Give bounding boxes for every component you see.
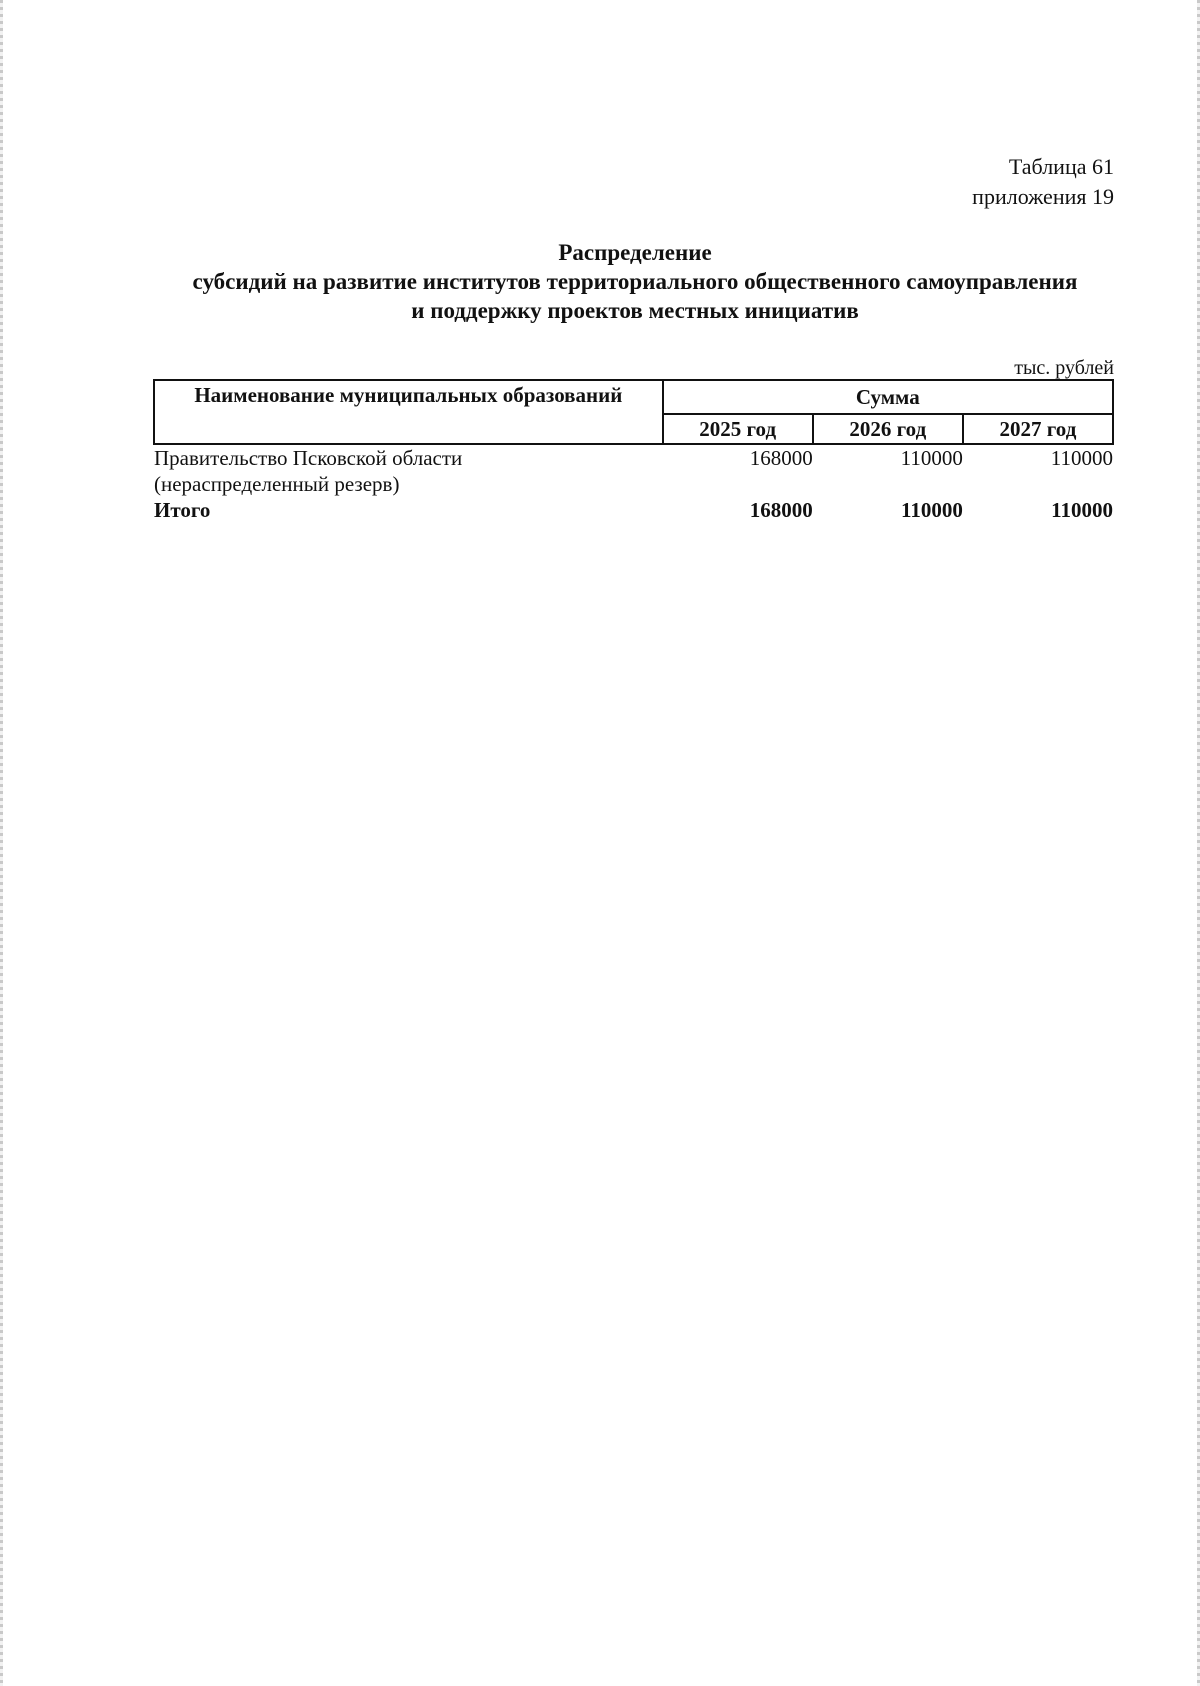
row-name-cell <box>154 444 663 497</box>
total-label: Итого <box>154 498 211 522</box>
table-total-row <box>154 497 1113 523</box>
title-line-1: Распределение <box>558 240 712 265</box>
column-header-sum: Сумма <box>663 380 1113 414</box>
column-header-2025: 2025 год <box>663 414 813 444</box>
column-header-2027: 2027 год <box>963 414 1113 444</box>
row-value-2025: 168000 <box>749 446 813 470</box>
title-line-3: и поддержку проектов местных инициатив <box>411 298 859 323</box>
row-name-line-2: (нераспределенный резерв) <box>154 472 400 496</box>
total-value-2027: 110000 <box>1051 498 1113 522</box>
row-value-2026: 110000 <box>900 446 963 470</box>
appendix-number: приложения 19 <box>972 184 1114 209</box>
units-label: тыс. рублей <box>1014 357 1114 379</box>
table-reference <box>972 152 1114 212</box>
row-name-line-1: Правительство Псковской области <box>154 446 463 470</box>
table-number: Таблица 61 <box>1008 154 1114 179</box>
document-title <box>150 238 1120 325</box>
table-header-row <box>154 380 1113 414</box>
table-row <box>154 444 1113 497</box>
total-value-2026: 110000 <box>901 498 963 522</box>
title-line-2: субсидий на развитие институтов территориального общественного самоуправления <box>192 269 1078 294</box>
scan-edge-left <box>0 0 3 1686</box>
distribution-table <box>153 379 1114 523</box>
row-value-2027: 110000 <box>1050 446 1113 470</box>
column-header-2026: 2026 год <box>813 414 963 444</box>
total-value-2025: 168000 <box>749 498 813 522</box>
column-header-name: Наименование муниципальных образований <box>154 380 663 444</box>
